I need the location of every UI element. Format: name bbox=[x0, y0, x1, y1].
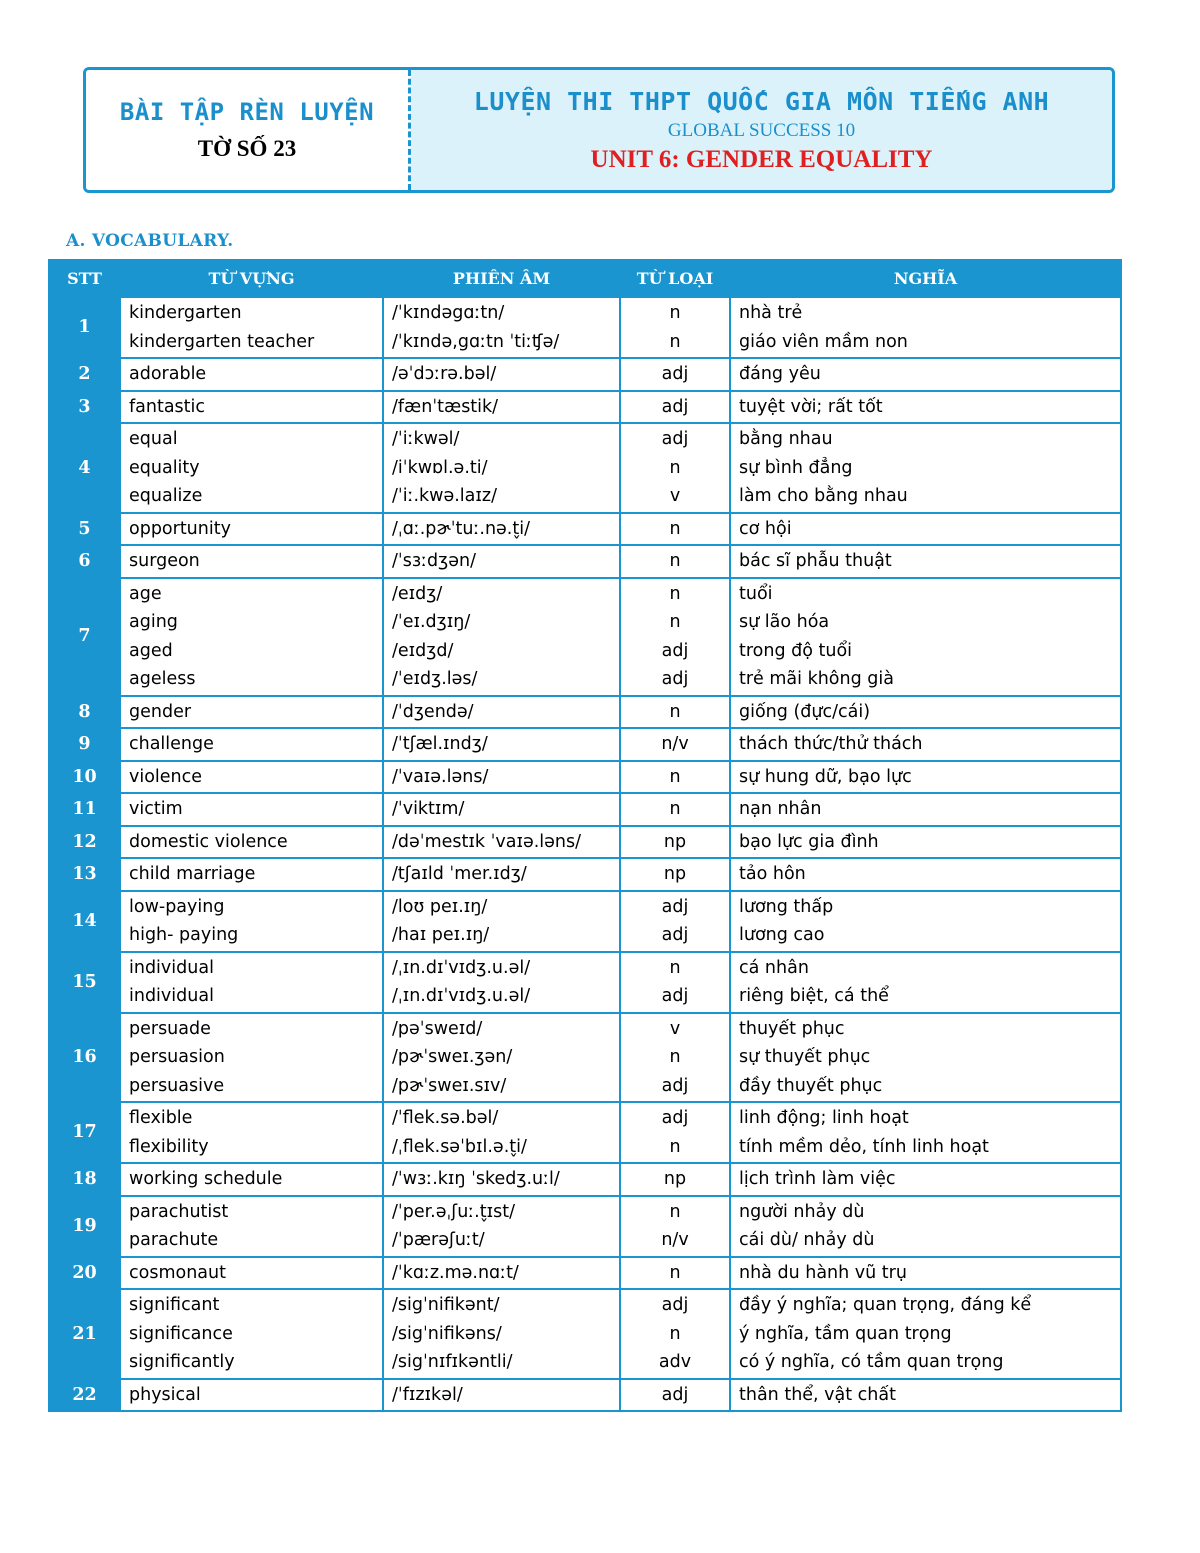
word-line: fantastic bbox=[129, 396, 206, 417]
word-line: parachute bbox=[129, 1230, 219, 1250]
row-number: 18 bbox=[49, 1163, 120, 1196]
word-cell bbox=[120, 545, 383, 578]
ipa-cell bbox=[383, 891, 620, 952]
meaning-cell bbox=[730, 696, 1121, 729]
table-row bbox=[49, 728, 1121, 761]
table-row bbox=[49, 423, 1121, 513]
pos-line: adj bbox=[661, 1295, 689, 1315]
meaning-line: cá nhân bbox=[739, 957, 809, 978]
meaning-cell bbox=[730, 545, 1121, 578]
header-right-panel bbox=[411, 70, 1112, 190]
row-number: 2 bbox=[49, 358, 120, 391]
meaning-line: cái dù/ nhảy dù bbox=[739, 1230, 875, 1250]
column-header-meaning: NGHĨA bbox=[730, 260, 1121, 297]
pos-cell bbox=[620, 952, 730, 1013]
word-cell bbox=[120, 952, 383, 1013]
pos-line: n bbox=[669, 1262, 681, 1283]
meaning-cell bbox=[730, 391, 1121, 424]
ipa-line: /ˈiːkwəl/ bbox=[392, 429, 460, 449]
ipa-line: /ˈsɜːdʒən/ bbox=[392, 551, 476, 571]
pos-line: adj bbox=[661, 896, 689, 917]
pos-line: n bbox=[669, 612, 681, 632]
word-line: kindergarten teacher bbox=[129, 331, 315, 352]
pos-cell bbox=[620, 545, 730, 578]
word-line: cosmonaut bbox=[129, 1262, 226, 1283]
word-cell bbox=[120, 696, 383, 729]
pos-line: n/v bbox=[661, 734, 689, 754]
pos-cell bbox=[620, 728, 730, 761]
meaning-line: thân thể, vật chất bbox=[739, 1384, 896, 1405]
ipa-line: /dəˈmestɪk ˈvaɪə.ləns/ bbox=[392, 831, 582, 852]
ipa-cell bbox=[383, 858, 620, 891]
meaning-cell bbox=[730, 578, 1121, 696]
meaning-line: bằng nhau bbox=[739, 429, 833, 449]
word-line: equality bbox=[129, 457, 200, 478]
word-line: equalize bbox=[129, 486, 203, 506]
word-cell bbox=[120, 1013, 383, 1103]
pos-cell bbox=[620, 1379, 730, 1412]
word-line: parachutist bbox=[129, 1201, 229, 1222]
pos-cell bbox=[620, 1196, 730, 1257]
meaning-line: tảo hôn bbox=[739, 864, 806, 884]
meaning-line: người nhảy dù bbox=[739, 1201, 865, 1222]
table-row bbox=[49, 391, 1121, 424]
ipa-cell bbox=[383, 952, 620, 1013]
meaning-line: linh động; linh hoạt bbox=[739, 1108, 909, 1128]
meaning-line: lịch trình làm việc bbox=[739, 1169, 896, 1189]
word-line: flexibility bbox=[129, 1136, 209, 1157]
table-row bbox=[49, 826, 1121, 859]
word-cell bbox=[120, 826, 383, 859]
pos-line: adj bbox=[661, 396, 689, 417]
practice-title: BÀI TẬP RÈN LUYỆN bbox=[119, 98, 375, 126]
word-line: persuasion bbox=[129, 1047, 225, 1067]
row-number: 12 bbox=[49, 826, 120, 859]
meaning-line: bạo lực gia đình bbox=[739, 831, 879, 852]
row-number: 11 bbox=[49, 793, 120, 826]
table-row bbox=[49, 1102, 1121, 1163]
pos-cell bbox=[620, 696, 730, 729]
meaning-cell bbox=[730, 1102, 1121, 1163]
word-cell bbox=[120, 761, 383, 794]
pos-cell bbox=[620, 858, 730, 891]
ipa-line: /tʃaɪld ˈmer.ɪdʒ/ bbox=[392, 864, 527, 884]
vocabulary-table bbox=[48, 259, 1122, 1412]
pos-cell bbox=[620, 891, 730, 952]
meaning-line: nạn nhân bbox=[739, 799, 822, 819]
meaning-line: sự hung dữ, bạo lực bbox=[739, 766, 912, 787]
pos-line: np bbox=[663, 1169, 687, 1189]
word-line: persuasive bbox=[129, 1075, 225, 1096]
meaning-line: bác sĩ phẫu thuật bbox=[739, 551, 892, 571]
pos-line: n bbox=[669, 1136, 681, 1157]
pos-line: v bbox=[669, 486, 681, 506]
meaning-cell bbox=[730, 1257, 1121, 1290]
pos-line: adj bbox=[661, 364, 689, 384]
meaning-cell bbox=[730, 423, 1121, 513]
ipa-cell bbox=[383, 1257, 620, 1290]
word-line: domestic violence bbox=[129, 831, 288, 852]
word-cell bbox=[120, 1196, 383, 1257]
pos-line: n/v bbox=[661, 1230, 689, 1250]
word-line: aging bbox=[129, 612, 178, 632]
ipa-cell bbox=[383, 1163, 620, 1196]
pos-line: adj bbox=[661, 669, 689, 689]
ipa-line: /fænˈtæstik/ bbox=[392, 396, 499, 417]
pos-line: n bbox=[669, 799, 681, 819]
meaning-line: giáo viên mầm non bbox=[739, 331, 908, 352]
ipa-line: /ˈeɪdʒ.ləs/ bbox=[392, 669, 478, 689]
ipa-line: /ˈper.əˌʃuː.t̬ɪst/ bbox=[392, 1201, 515, 1222]
word-line: ageless bbox=[129, 669, 196, 689]
pos-cell bbox=[620, 1163, 730, 1196]
ipa-line: /loʊ peɪ.ɪŋ/ bbox=[392, 896, 488, 917]
pos-line: np bbox=[663, 864, 687, 884]
ipa-cell bbox=[383, 545, 620, 578]
meaning-line: tuyệt vời; rất tốt bbox=[739, 396, 883, 417]
word-line: individual bbox=[129, 957, 214, 978]
pos-line: adv bbox=[658, 1352, 692, 1372]
word-cell bbox=[120, 358, 383, 391]
table-body bbox=[49, 297, 1121, 1411]
ipa-line: /ˈvaɪə.ləns/ bbox=[392, 766, 489, 787]
pos-cell bbox=[620, 391, 730, 424]
row-number: 1 bbox=[49, 297, 120, 358]
meaning-line: trẻ mãi không già bbox=[739, 669, 894, 689]
pos-line: adj bbox=[661, 986, 689, 1006]
word-cell bbox=[120, 858, 383, 891]
table-row bbox=[49, 1013, 1121, 1103]
pos-cell bbox=[620, 793, 730, 826]
course-name: GLOBAL SUCCESS 10 bbox=[667, 119, 856, 141]
pos-cell bbox=[620, 1289, 730, 1379]
ipa-cell bbox=[383, 391, 620, 424]
meaning-line: riêng biệt, cá thể bbox=[739, 986, 889, 1006]
row-number: 17 bbox=[49, 1102, 120, 1163]
table-row bbox=[49, 793, 1121, 826]
pos-line: v bbox=[669, 1018, 681, 1039]
row-number: 6 bbox=[49, 545, 120, 578]
row-number: 13 bbox=[49, 858, 120, 891]
pos-line: adj bbox=[661, 1384, 689, 1405]
column-header-ipa: PHIÊN ÂM bbox=[383, 260, 620, 297]
meaning-line: tuổi bbox=[739, 583, 773, 604]
row-number: 7 bbox=[49, 578, 120, 696]
ipa-cell bbox=[383, 513, 620, 546]
column-header-stt: STT bbox=[49, 260, 120, 297]
table-row bbox=[49, 1257, 1121, 1290]
pos-line: n bbox=[669, 457, 681, 478]
ipa-line: /ˈkɑːz.mə.nɑːt/ bbox=[392, 1262, 519, 1283]
table-row bbox=[49, 858, 1121, 891]
word-line: challenge bbox=[129, 734, 214, 754]
meaning-cell bbox=[730, 952, 1121, 1013]
meaning-line: tính mềm dẻo, tính linh hoạt bbox=[739, 1136, 989, 1157]
meaning-cell bbox=[730, 891, 1121, 952]
meaning-line: sự thuyết phục bbox=[739, 1047, 871, 1067]
pos-cell bbox=[620, 1013, 730, 1103]
ipa-cell bbox=[383, 1379, 620, 1412]
word-line: adorable bbox=[129, 364, 207, 384]
ipa-line: /ˌɪn.dɪˈvɪdʒ.u.əl/ bbox=[392, 957, 531, 978]
word-line: aged bbox=[129, 640, 173, 661]
word-line: gender bbox=[129, 701, 192, 722]
table-row bbox=[49, 696, 1121, 729]
row-number: 4 bbox=[49, 423, 120, 513]
pos-line: n bbox=[669, 303, 681, 323]
ipa-line: /eɪdʒd/ bbox=[392, 640, 454, 661]
section-title: A. VOCABULARY. bbox=[66, 231, 234, 251]
table-header-row bbox=[49, 260, 1121, 297]
ipa-cell bbox=[383, 297, 620, 358]
row-number: 21 bbox=[49, 1289, 120, 1379]
word-line: significantly bbox=[129, 1352, 235, 1372]
pos-line: n bbox=[669, 1323, 681, 1344]
pos-line: n bbox=[669, 331, 681, 352]
row-number: 9 bbox=[49, 728, 120, 761]
meaning-line: đầy ý nghĩa; quan trọng, đáng kể bbox=[739, 1295, 1032, 1315]
word-cell bbox=[120, 513, 383, 546]
ipa-line: /eɪdʒ/ bbox=[392, 583, 443, 604]
ipa-line: /ˌɪn.dɪˈvɪdʒ.u.əl/ bbox=[392, 986, 531, 1006]
word-line: persuade bbox=[129, 1018, 211, 1039]
table-row bbox=[49, 891, 1121, 952]
pos-cell bbox=[620, 761, 730, 794]
pos-line: n bbox=[669, 957, 681, 978]
meaning-cell bbox=[730, 1163, 1121, 1196]
meaning-line: ý nghĩa, tầm quan trọng bbox=[739, 1323, 952, 1344]
ipa-line: /haɪ peɪ.ɪŋ/ bbox=[392, 925, 490, 945]
meaning-line: có ý nghĩa, có tầm quan trọng bbox=[739, 1352, 1004, 1372]
pos-cell bbox=[620, 297, 730, 358]
ipa-cell bbox=[383, 578, 620, 696]
word-line: violence bbox=[129, 766, 203, 787]
pos-line: adj bbox=[661, 640, 689, 661]
word-line: low-paying bbox=[129, 896, 225, 917]
word-line: individual bbox=[129, 986, 214, 1006]
meaning-line: thách thức/thử thách bbox=[739, 734, 923, 754]
pos-line: n bbox=[669, 551, 681, 571]
column-header-word: TỪ VỰNG bbox=[120, 260, 383, 297]
pos-line: n bbox=[669, 1201, 681, 1222]
table-row bbox=[49, 1379, 1121, 1412]
word-line: working schedule bbox=[129, 1169, 283, 1189]
pos-cell bbox=[620, 826, 730, 859]
ipa-cell bbox=[383, 423, 620, 513]
table-row bbox=[49, 761, 1121, 794]
ipa-line: /pɚˈsweɪ.sɪv/ bbox=[392, 1075, 507, 1096]
row-number: 15 bbox=[49, 952, 120, 1013]
word-line: physical bbox=[129, 1384, 201, 1405]
word-line: child marriage bbox=[129, 864, 256, 884]
ipa-line: /ˈiː.kwə.laɪz/ bbox=[392, 486, 497, 506]
meaning-cell bbox=[730, 793, 1121, 826]
pos-cell bbox=[620, 1102, 730, 1163]
table-row bbox=[49, 297, 1121, 358]
ipa-line: /sigˈnɪfɪkəntli/ bbox=[392, 1352, 513, 1372]
ipa-cell bbox=[383, 793, 620, 826]
table-row bbox=[49, 513, 1121, 546]
word-line: victim bbox=[129, 799, 183, 819]
meaning-line: trong độ tuổi bbox=[739, 640, 853, 661]
meaning-cell bbox=[730, 1196, 1121, 1257]
header-box bbox=[83, 67, 1115, 193]
row-number: 22 bbox=[49, 1379, 120, 1412]
pos-line: n bbox=[669, 518, 681, 539]
word-cell bbox=[120, 1163, 383, 1196]
table-row bbox=[49, 1289, 1121, 1379]
row-number: 16 bbox=[49, 1013, 120, 1103]
word-cell bbox=[120, 423, 383, 513]
table-row bbox=[49, 578, 1121, 696]
word-cell bbox=[120, 728, 383, 761]
meaning-line: cơ hội bbox=[739, 518, 792, 539]
word-line: surgeon bbox=[129, 551, 200, 571]
meaning-line: sự lão hóa bbox=[739, 612, 830, 632]
ipa-line: /ˈdʒendə/ bbox=[392, 701, 474, 722]
meaning-cell bbox=[730, 858, 1121, 891]
meaning-cell bbox=[730, 358, 1121, 391]
ipa-line: /ˈkɪndə,gɑːtn ˈtiːʧə/ bbox=[392, 331, 560, 352]
pos-line: adj bbox=[661, 429, 689, 449]
row-number: 19 bbox=[49, 1196, 120, 1257]
ipa-line: /ˌflek.səˈbɪl.ə.t̬i/ bbox=[392, 1136, 527, 1157]
word-line: significance bbox=[129, 1323, 233, 1344]
row-number: 5 bbox=[49, 513, 120, 546]
sheet-number: TỜ SỐ 23 bbox=[197, 136, 297, 161]
table-row bbox=[49, 545, 1121, 578]
word-line: high- paying bbox=[129, 925, 239, 945]
word-line: kindergarten bbox=[129, 303, 242, 323]
word-cell bbox=[120, 1379, 383, 1412]
word-line: equal bbox=[129, 429, 178, 449]
header-left-panel bbox=[86, 70, 411, 190]
meaning-line: làm cho bằng nhau bbox=[739, 486, 908, 506]
exam-title: LUYỆN THI THPT QUỐC GIA MÔN TIẾNG ANH bbox=[473, 86, 1050, 116]
ipa-line: /ˈeɪ.dʒɪŋ/ bbox=[392, 612, 471, 632]
ipa-cell bbox=[383, 826, 620, 859]
meaning-cell bbox=[730, 761, 1121, 794]
table-row bbox=[49, 1196, 1121, 1257]
word-cell bbox=[120, 1257, 383, 1290]
pos-line: adj bbox=[661, 1075, 689, 1096]
meaning-cell bbox=[730, 1379, 1121, 1412]
ipa-cell bbox=[383, 761, 620, 794]
meaning-cell bbox=[730, 513, 1121, 546]
meaning-line: sự bình đẳng bbox=[739, 457, 853, 478]
meaning-cell bbox=[730, 826, 1121, 859]
ipa-cell bbox=[383, 1196, 620, 1257]
table-row bbox=[49, 952, 1121, 1013]
ipa-line: /əˈdɔːrə.bəl/ bbox=[392, 364, 497, 384]
ipa-line: /pəˈsweɪd/ bbox=[392, 1018, 483, 1039]
column-header-pos: TỪ LOẠI bbox=[620, 260, 730, 297]
pos-line: adj bbox=[661, 925, 689, 945]
row-number: 20 bbox=[49, 1257, 120, 1290]
pos-cell bbox=[620, 358, 730, 391]
meaning-line: đầy thuyết phục bbox=[739, 1075, 883, 1096]
meaning-cell bbox=[730, 1013, 1121, 1103]
meaning-line: giống (đực/cái) bbox=[739, 701, 871, 722]
pos-line: n bbox=[669, 766, 681, 787]
word-cell bbox=[120, 891, 383, 952]
table-row bbox=[49, 1163, 1121, 1196]
pos-line: np bbox=[663, 831, 687, 852]
meaning-cell bbox=[730, 297, 1121, 358]
pos-line: n bbox=[669, 1047, 681, 1067]
word-line: opportunity bbox=[129, 518, 231, 539]
pos-cell bbox=[620, 578, 730, 696]
ipa-cell bbox=[383, 1013, 620, 1103]
pos-cell bbox=[620, 1257, 730, 1290]
row-number: 14 bbox=[49, 891, 120, 952]
row-number: 3 bbox=[49, 391, 120, 424]
meaning-line: nhà du hành vũ trụ bbox=[739, 1262, 907, 1283]
row-number: 10 bbox=[49, 761, 120, 794]
pos-line: n bbox=[669, 583, 681, 604]
pos-line: n bbox=[669, 701, 681, 722]
word-cell bbox=[120, 391, 383, 424]
ipa-cell bbox=[383, 1102, 620, 1163]
ipa-line: /ˌɑː.pɚˈtuː.nə.t̬i/ bbox=[392, 518, 530, 539]
word-cell bbox=[120, 578, 383, 696]
ipa-line: /ˈtʃæl.ɪndʒ/ bbox=[392, 734, 488, 754]
word-cell bbox=[120, 1289, 383, 1379]
pos-cell bbox=[620, 513, 730, 546]
ipa-line: /pɚˈsweɪ.ʒən/ bbox=[392, 1047, 513, 1067]
ipa-line: /sigˈnifikənt/ bbox=[392, 1295, 500, 1315]
word-line: significant bbox=[129, 1295, 220, 1315]
ipa-line: /ˈviktɪm/ bbox=[392, 799, 465, 819]
ipa-line: /ˈpærəʃuːt/ bbox=[392, 1230, 485, 1250]
unit-title: UNIT 6: GENDER EQUALITY bbox=[590, 145, 933, 173]
pos-line: adj bbox=[661, 1108, 689, 1128]
ipa-line: /ˈwɜː.kɪŋ ˈskedʒ.uːl/ bbox=[392, 1169, 560, 1189]
ipa-cell bbox=[383, 1289, 620, 1379]
ipa-cell bbox=[383, 728, 620, 761]
meaning-cell bbox=[730, 1289, 1121, 1379]
word-line: age bbox=[129, 583, 162, 604]
meaning-cell bbox=[730, 728, 1121, 761]
ipa-line: /ˈkɪndəgɑːtn/ bbox=[392, 303, 505, 323]
meaning-line: lương thấp bbox=[739, 896, 834, 917]
word-cell bbox=[120, 793, 383, 826]
word-cell bbox=[120, 297, 383, 358]
ipa-line: /sigˈnifikəns/ bbox=[392, 1323, 502, 1344]
ipa-cell bbox=[383, 358, 620, 391]
meaning-line: nhà trẻ bbox=[739, 303, 803, 323]
meaning-line: đáng yêu bbox=[739, 364, 821, 384]
row-number: 8 bbox=[49, 696, 120, 729]
ipa-line: /iˈkwɒl.ə.ti/ bbox=[392, 457, 488, 478]
pos-cell bbox=[620, 423, 730, 513]
ipa-line: /ˈfɪzɪkəl/ bbox=[392, 1384, 463, 1405]
ipa-line: /ˈflek.sə.bəl/ bbox=[392, 1108, 499, 1128]
word-cell bbox=[120, 1102, 383, 1163]
ipa-cell bbox=[383, 696, 620, 729]
meaning-line: thuyết phục bbox=[739, 1018, 845, 1039]
meaning-line: lương cao bbox=[739, 925, 825, 945]
word-line: flexible bbox=[129, 1108, 193, 1128]
table-row bbox=[49, 358, 1121, 391]
